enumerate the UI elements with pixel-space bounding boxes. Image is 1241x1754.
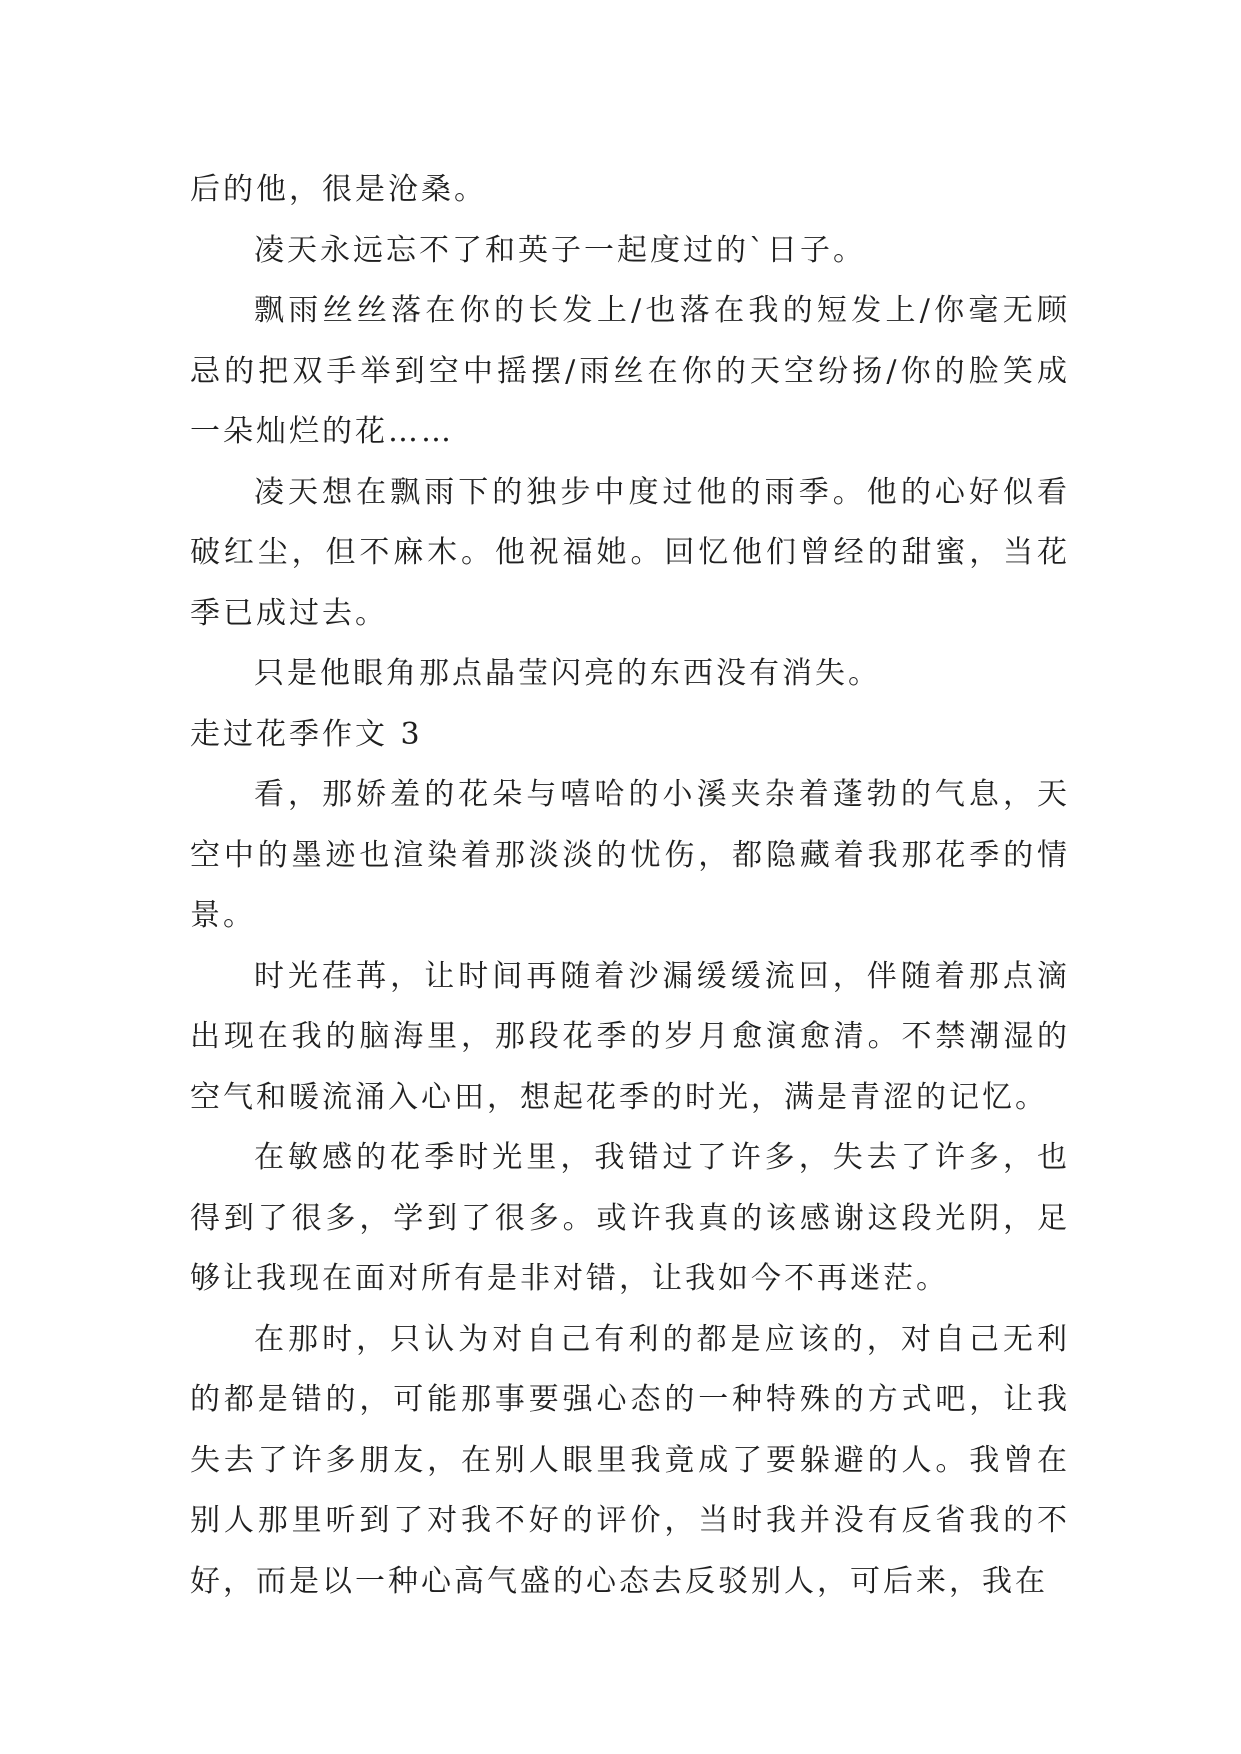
paragraph: 凌天想在飘雨下的独步中度过他的雨季。他的心好似看破红尘，但不麻木。他祝福她。回忆他们曾经的甜蜜，当花季已成过去。 bbox=[190, 474, 1070, 631]
paragraph: 时光荏苒，让时间再随着沙漏缓缓流回，伴随着那点滴出现在我的脑海里，那段花季的岁月愈演愈清。不禁潮湿的空气和暖流涌入心田，想起花季的时光，满是青涩的记忆。 bbox=[190, 958, 1070, 1115]
paragraph: 在敏感的花季时光里，我错过了许多，失去了许多，也得到了很多，学到了很多。或许我真的该感谢这段光阴，足够让我现在面对所有是非对错，让我如今不再迷茫。 bbox=[190, 1140, 1070, 1296]
paragraph: 后的他，很是沧桑。 bbox=[190, 172, 487, 207]
section-title: 走过花季作文 3 bbox=[190, 716, 423, 752]
paragraph: 在那时，只认为对自己有利的都是应该的，对自己无利的都是错的，可能那事要强心态的一种特殊的方式吧，让我失去了许多朋友，在别人眼里我竟成了要躲避的人。我曾在别人那里听到了对我不好的评价，当时我并没有反省我的不好，而是以一种心高气盛的心态去反驳别人，可后来，我在 bbox=[190, 1321, 1070, 1599]
paragraph: 只是他眼角那点晶莹闪亮的东西没有消失。 bbox=[254, 656, 881, 691]
paragraph: 飘雨丝丝落在你的长发上/也落在我的短发上/你毫无顾忌的把双手举到空中摇摆/雨丝在你的天空纷扬/你的脸笑成一朵灿烂的花…… bbox=[190, 293, 1070, 449]
paragraph: 看，那娇羞的花朵与嘻哈的小溪夹杂着蓬勃的气息，天空中的墨迹也渲染着那淡淡的忧伤，都隐藏着我那花季的情景。 bbox=[190, 777, 1070, 933]
paragraph: 凌天永远忘不了和英子一起度过的`日子。 bbox=[254, 232, 866, 268]
document-body bbox=[190, 160, 1070, 1612]
